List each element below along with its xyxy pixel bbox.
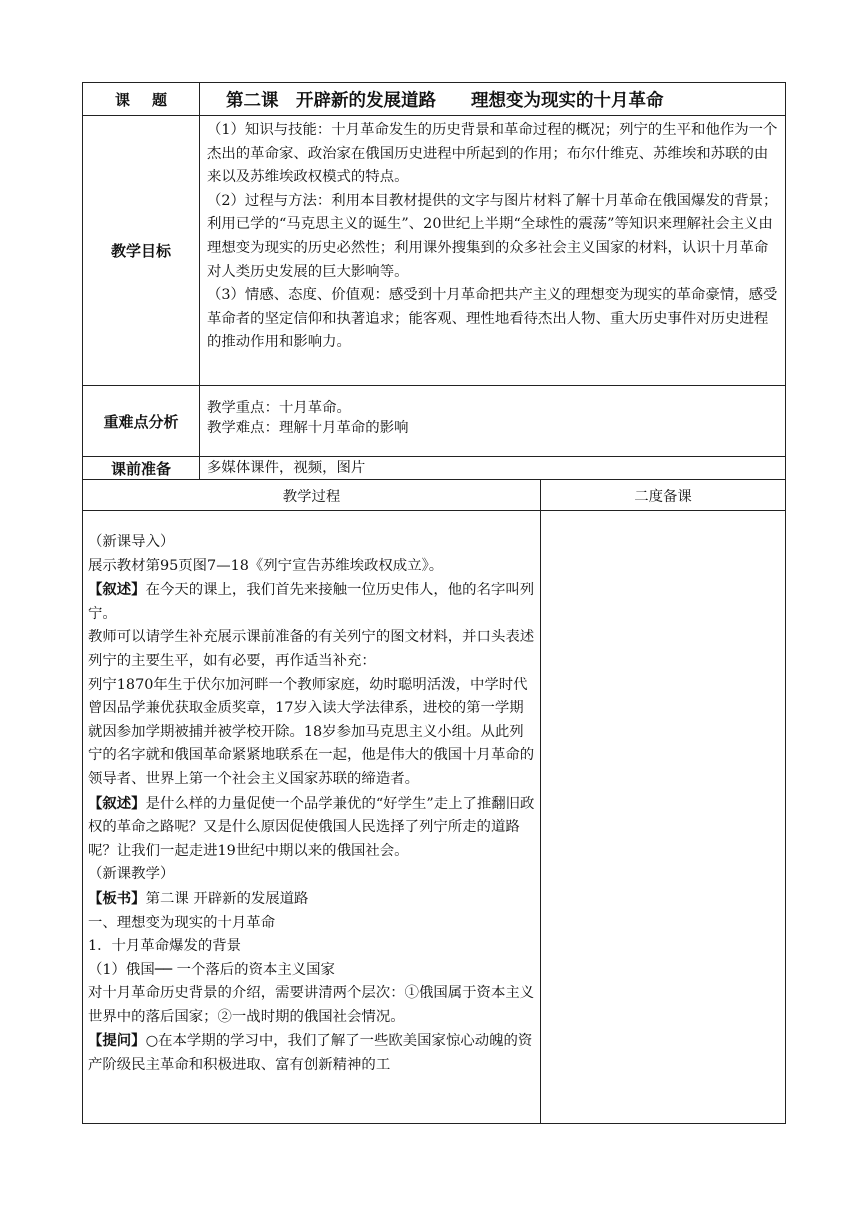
topic-title: 第二课 开辟新的发展道路 理想变为现实的十月革命 bbox=[200, 83, 786, 116]
preparation-row bbox=[83, 457, 786, 480]
process-para bbox=[88, 1029, 535, 1077]
board-text: 第二课 开辟新的发展道路 bbox=[145, 890, 309, 907]
process-subsubsection-heading: （1）俄国── 一个落后的资本主义国家 bbox=[88, 961, 335, 978]
narration-text: 是什么样的力量促使一个品学兼优的“好学生”走上了推翻旧政权的革命之路呢？又是什么原因促使俄国人民选择了列宁所走的道路呢？让我们一起走进19世纪中期以来的俄国社会。 bbox=[88, 795, 535, 859]
process-para: 对十月革命历史背景的介绍，需要讲清两个层次：①俄国属于资本主义世界中的落后国家；②一战时期的俄国社会情况。 bbox=[88, 985, 535, 1025]
process-para bbox=[88, 578, 535, 626]
teaching-focus: 教学重点：十月革命。 bbox=[207, 400, 351, 416]
narration-tag: 【叙述】 bbox=[88, 581, 146, 599]
process-body-row bbox=[83, 511, 786, 1124]
key-points-row bbox=[83, 386, 786, 457]
key-points-content bbox=[200, 386, 786, 457]
process-new-lesson-heading: （新课教学） bbox=[88, 866, 175, 883]
goals-row bbox=[83, 116, 786, 386]
narration-tag: 【叙述】 bbox=[88, 794, 146, 812]
process-section-heading: 一、理想变为现实的十月革命 bbox=[88, 914, 276, 931]
process-para bbox=[88, 792, 535, 864]
process-intro-heading: （新课导入） bbox=[88, 534, 175, 550]
narration-text: 在今天的课上，我们首先来接触一位历史伟人，他的名字叫列宁。 bbox=[88, 582, 535, 622]
process-subsection-heading: 1．十月革命爆发的背景 bbox=[88, 938, 242, 955]
goal-process: （2）过程与方法：利用本目教材提供的文字与图片材料了解十月革命在俄国爆发的背景；利用已学的“马克思主义的诞生”、20世纪上半期“全球性的震荡”等知识来理解社会主义由理想变为现实的历史必然性；利用课外搜集到的众多社会主义国家的材料，认识十月革命对人类历史发展的巨大影响等。 bbox=[207, 192, 778, 280]
process-column-header: 教学过程 bbox=[83, 480, 541, 511]
preparation-value: 多媒体课件，视频，图片 bbox=[200, 457, 786, 480]
preparation-label: 课前准备 bbox=[83, 457, 200, 480]
process-para bbox=[88, 887, 535, 912]
lesson-plan-page bbox=[82, 82, 785, 1124]
process-para: 教师可以请学生补充展示课前准备的有关列宁的图文材料，并口头表述列宁的主要生平，如有必要，再作适当补充： bbox=[88, 629, 535, 669]
process-para: 列宁1870年生于伏尔加河畔一个教师家庭，幼时聪明活泼，中学时代曾因品学兼优获取金质奖章，17岁入读大学法律系，进校的第一学期就因参加学期被捕并被学校开除。18岁参加马克思主义小组。从此列宁的名字就和俄国革命紧紧地联系在一起，他是伟大的俄国十月革命的领导者、世界上第一个社会主义国家苏联的缔造者。 bbox=[88, 676, 535, 787]
process-para: 展示教材第95页图7—18《列宁宣告苏维埃政权成立》。 bbox=[88, 557, 444, 574]
topic-label: 课题 bbox=[83, 83, 200, 116]
goal-values: （3）情感、态度、价值观：感受到十月革命把共产主义的理想变为现实的革命豪情，感受革命者的坚定信仰和执著追求；能客观、理性地看待杰出人物、重大历史事件对历史进程的推动作用和影响力。 bbox=[207, 287, 778, 351]
question-tag: 【提问】 bbox=[88, 1032, 146, 1050]
process-header-row bbox=[83, 480, 786, 511]
question-text: ○在本学期的学习中，我们了解了一些欧美国家惊心动魄的资产阶级民主革命和积极进取、富有创新精神的工 bbox=[88, 1033, 533, 1074]
notes-column-header: 二度备课 bbox=[541, 480, 786, 511]
process-content bbox=[83, 511, 541, 1124]
teaching-difficulty: 教学难点：理解十月革命的影响 bbox=[207, 420, 409, 436]
lesson-plan-table bbox=[82, 82, 786, 1124]
goals-content bbox=[200, 116, 786, 386]
topic-row bbox=[83, 83, 786, 116]
notes-content bbox=[541, 511, 786, 1124]
board-tag: 【板书】 bbox=[88, 889, 146, 907]
key-points-label: 重难点分析 bbox=[83, 386, 200, 457]
goals-label: 教学目标 bbox=[83, 116, 200, 386]
goal-knowledge: （1）知识与技能：十月革命发生的历史背景和革命过程的概况；列宁的生平和他作为一个杰出的革命家、政治家在俄国历史进程中所起到的作用；布尔什维克、苏维埃和苏联的由来以及苏维埃政权模式的特点。 bbox=[207, 122, 778, 186]
